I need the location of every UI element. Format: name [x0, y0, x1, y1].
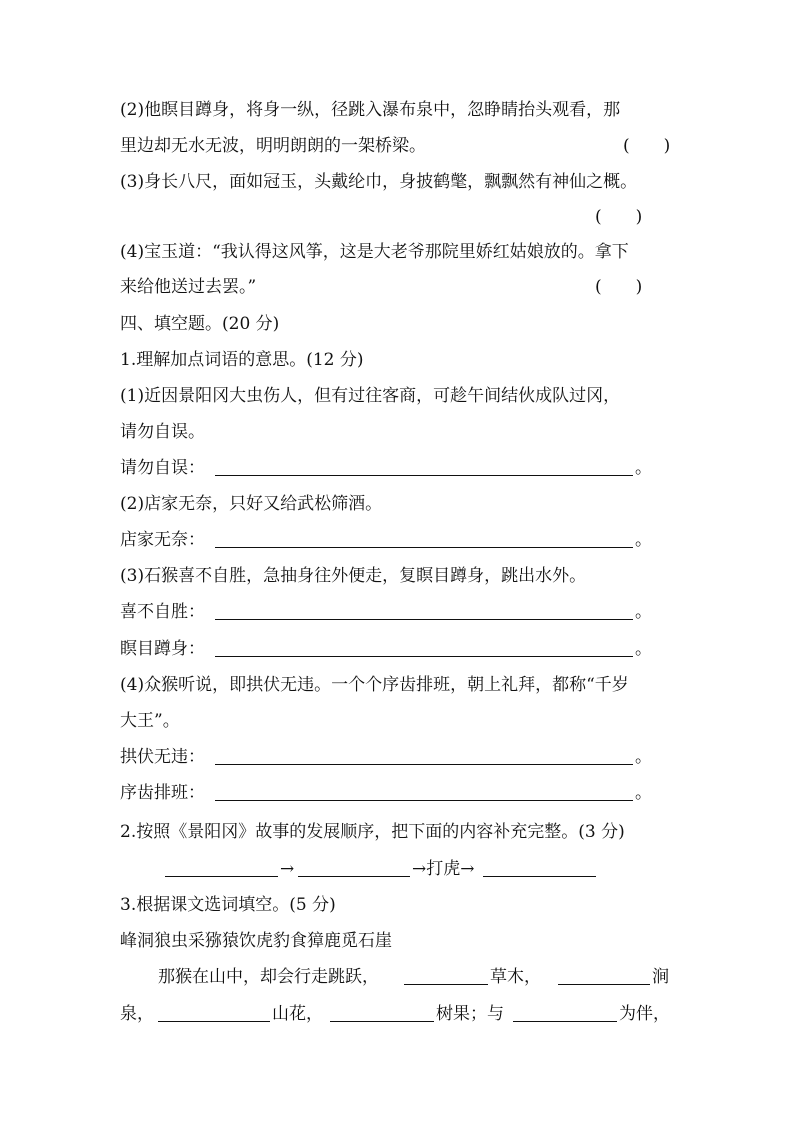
passage-text: 树果；与: [436, 1004, 504, 1024]
answer-period: 。: [635, 602, 652, 622]
passage-text: 山花，: [272, 1004, 323, 1024]
q1-s4-line-2: 大王”。: [120, 711, 180, 731]
answer-paren-4[interactable]: ( ): [595, 277, 643, 297]
answer-label: 瞑目蹲身：: [120, 639, 205, 659]
answer-label: 拱伏无违：: [120, 747, 205, 767]
q1-s1-line-2: 请勿自误。: [120, 422, 205, 442]
answer-period: 。: [635, 783, 652, 803]
answer-paren-2[interactable]: ( ): [623, 136, 671, 156]
passage-text: 那猴在山中，却会行走跳跃，: [158, 967, 379, 987]
sequence-middle: →打虎→: [412, 859, 475, 879]
item-2-line-2: 里边却无水无波，明明朗朗的一架桥梁。: [120, 136, 426, 156]
answer-period: 。: [635, 639, 652, 659]
answer-blank[interactable]: [215, 656, 633, 657]
q1-s3: (3)石猴喜不自胜，急抽身往外便走，复瞑目蹲身，跳出水外。: [120, 566, 587, 586]
fill-blank[interactable]: [330, 1021, 434, 1022]
item-2-line-1: (2)他瞑目蹲身，将身一纵，径跳入瀑布泉中，忽睁睛抬头观看，那: [120, 100, 621, 120]
fill-blank[interactable]: [158, 1021, 270, 1022]
passage-text: 为伴，: [619, 1004, 670, 1024]
sequence-blank-3[interactable]: [483, 876, 596, 877]
passage-text: 泉，: [120, 1004, 154, 1024]
passage-text: 涧: [652, 967, 669, 987]
answer-blank[interactable]: [215, 619, 633, 620]
answer-label: 喜不自胜：: [120, 602, 205, 622]
answer-row-4: [120, 637, 690, 661]
sequence-blank-1[interactable]: [165, 876, 278, 877]
item-4-line-1: (4)宝玉道：“我认得这风筝，这是大老爷那院里娇红姑娘放的。拿下: [120, 242, 629, 262]
passage-text: 草木，: [490, 967, 541, 987]
sequence-blank-2[interactable]: [298, 876, 410, 877]
q1-s2: (2)店家无奈，只好又给武松筛酒。: [120, 494, 383, 514]
answer-blank[interactable]: [215, 475, 633, 476]
word-bank: 峰洞狼虫采猕猿饮虎豹食獐鹿觅石崖: [120, 931, 392, 951]
answer-row-6: [120, 781, 690, 805]
q1-s1-line-1: (1)近因景阳冈大虫伤人，但有过往客商，可趁午间结伙成队过冈，: [120, 386, 621, 406]
answer-period: 。: [635, 747, 652, 767]
answer-blank[interactable]: [215, 764, 633, 765]
fill-blank[interactable]: [513, 1021, 617, 1022]
answer-blank[interactable]: [215, 800, 633, 801]
answer-row-3: [120, 600, 690, 624]
item-4-line-2: 来给他送过去罢。”: [120, 277, 257, 297]
answer-label: 店家无奈：: [120, 530, 205, 550]
answer-paren-3[interactable]: ( ): [595, 207, 643, 227]
answer-row-1: [120, 456, 690, 480]
answer-blank[interactable]: [215, 547, 633, 548]
q1-title: 1.理解加点词语的意思。(12 分): [120, 350, 364, 370]
section-title: 四、填空题。(20 分): [120, 314, 280, 334]
answer-row-2: [120, 528, 690, 552]
answer-label: 请勿自误：: [120, 458, 205, 478]
fill-blank[interactable]: [404, 984, 488, 985]
q1-s4-line-1: (4)众猴听说，即拱伏无违。一个个序齿排班，朝上礼拜，都称“千岁: [120, 675, 629, 695]
answer-row-5: [120, 745, 690, 769]
arrow: →: [280, 859, 295, 879]
fill-blank[interactable]: [558, 984, 650, 985]
answer-period: 。: [635, 530, 652, 550]
answer-label: 序齿排班：: [120, 783, 205, 803]
item-3-line-1: (3)身长八尺，面如冠玉，头戴纶巾，身披鹤氅，飘飘然有神仙之概。: [120, 172, 638, 192]
q2-title: 2.按照《景阳冈》故事的发展顺序，把下面的内容补充完整。(3 分): [120, 822, 625, 842]
q3-title: 3.根据课文选词填空。(5 分): [120, 895, 336, 915]
answer-period: 。: [635, 458, 652, 478]
